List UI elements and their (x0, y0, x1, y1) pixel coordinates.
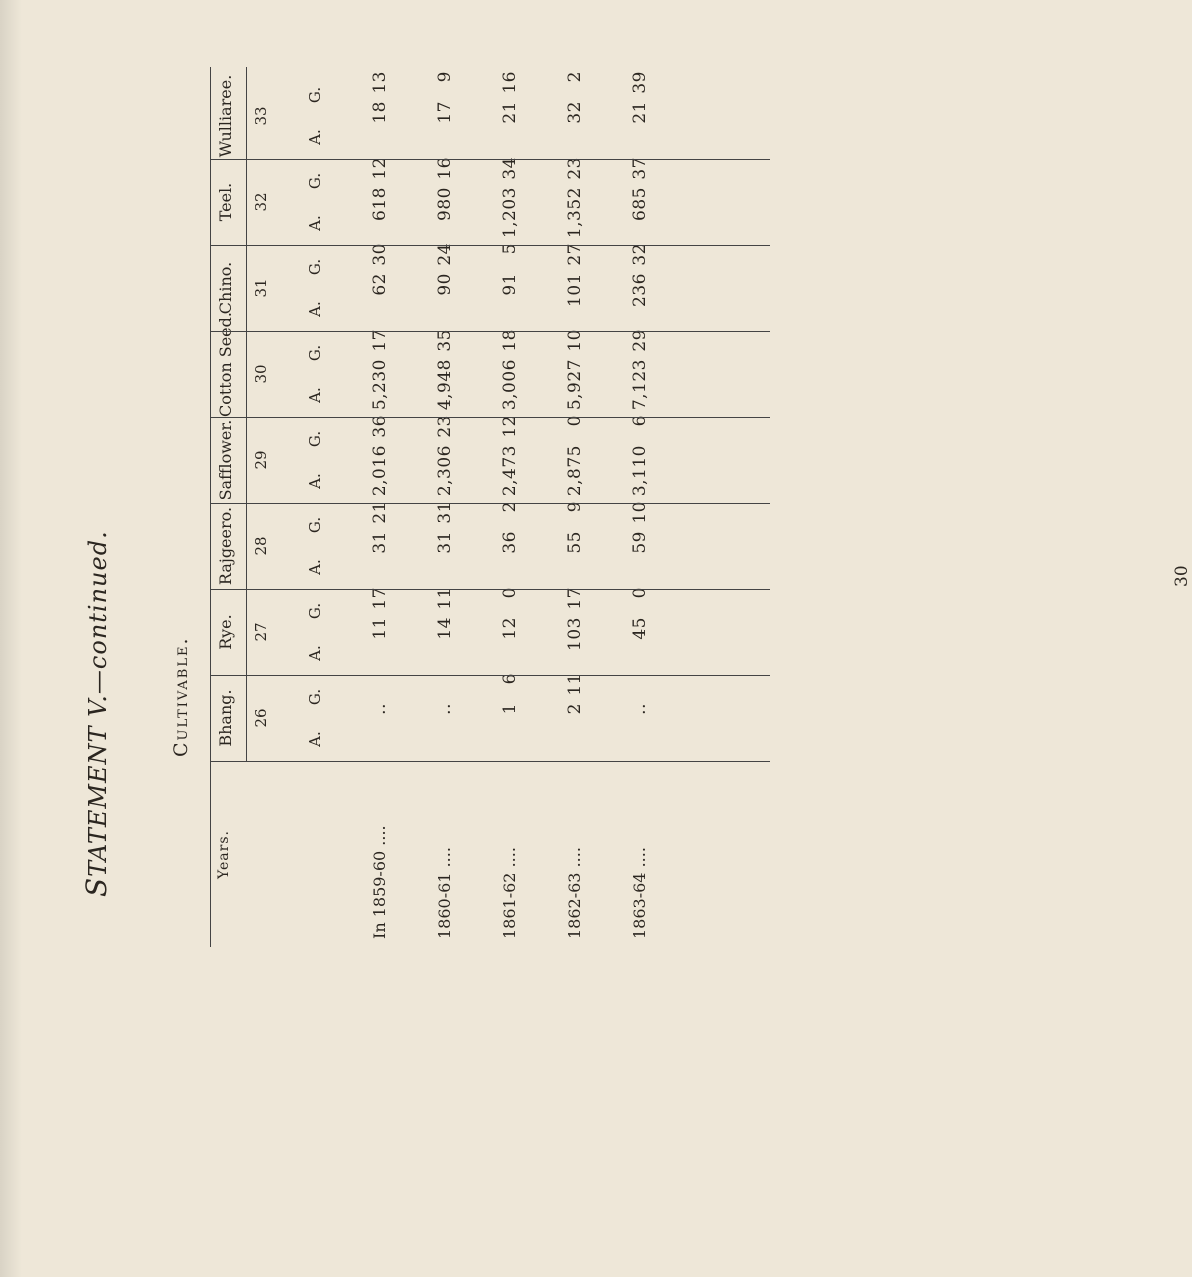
title-suffix: —continued. (84, 530, 112, 695)
unit-row (306, 503, 324, 589)
acres-value: 45 (630, 617, 650, 640)
goonthas-value: 29 (630, 329, 650, 352)
goonthas-value: 6 (500, 673, 520, 685)
goonthas-value: 9 (435, 71, 455, 83)
goonthas-value: 23 (565, 157, 585, 180)
section-heading: Cultivable. (170, 636, 192, 757)
acres-value: 236 (630, 273, 650, 307)
acres-value: 2,016 (370, 445, 390, 497)
years-header: Years. (216, 830, 232, 879)
goonthas-value: 10 (630, 501, 650, 524)
acres-value: 3,006 (500, 359, 520, 411)
title-initial: S (80, 876, 113, 897)
goonthas-value: 11 (435, 587, 455, 610)
goonthas-value: 0 (565, 415, 585, 427)
table-cell (630, 245, 650, 331)
goonthas-value: 32 (630, 243, 650, 266)
table-cell (435, 675, 455, 761)
column-name: Rye. (216, 614, 235, 650)
goonthas-value: 12 (500, 415, 520, 438)
goonthas-value: 39 (630, 71, 650, 94)
year-1863-64: 1863-64 .... (630, 847, 649, 939)
table-cell (500, 503, 520, 589)
goonthas-value: 17 (565, 587, 585, 610)
page-title (80, 530, 113, 897)
column-number: 31 (252, 278, 270, 298)
column-rajgeero (210, 503, 770, 590)
goonthas-value: 30 (370, 243, 390, 266)
goonthas-value: 0 (500, 587, 520, 599)
table-cell (435, 331, 455, 417)
column-number: 26 (252, 708, 270, 728)
acres-value: 31 (435, 531, 455, 554)
column-safflower (210, 417, 770, 504)
acres-value: 618 (370, 187, 390, 221)
table-cell (500, 675, 520, 761)
goonthas-value: 10 (565, 329, 585, 352)
goonthas-value: 6 (630, 415, 650, 427)
unit-goonthas: G. (306, 172, 324, 190)
column-name: Bhang. (216, 689, 235, 747)
acres-value: 90 (435, 273, 455, 296)
acres-value: 59 (630, 531, 650, 554)
goonthas-value: 31 (435, 501, 455, 524)
unit-goonthas: G. (306, 602, 324, 620)
column-number: 27 (252, 622, 270, 642)
goonthas-value: 17 (370, 587, 390, 610)
page-number: 30 (1172, 565, 1192, 587)
acres-value: 5,230 (370, 359, 390, 411)
goonthas-value: 2 (500, 501, 520, 513)
unit-acres: A. (306, 731, 324, 747)
goonthas-value: 5 (500, 243, 520, 255)
table-cell (565, 589, 585, 675)
table-cell (630, 589, 650, 675)
year-1862-63: 1862-63 .... (565, 847, 584, 939)
acres-value: 103 (565, 617, 585, 651)
table-cell (630, 159, 650, 245)
goonthas-value: 18 (500, 329, 520, 352)
column-number: 30 (252, 364, 270, 384)
unit-row (306, 159, 324, 245)
unit-acres: A. (306, 645, 324, 661)
column-name: Rajgeero. (216, 506, 235, 586)
acres-value: 12 (500, 617, 520, 640)
table-cell (370, 73, 390, 159)
table-cell (630, 331, 650, 417)
unit-acres: A. (306, 129, 324, 145)
acres-value: .. (435, 703, 455, 715)
table-cell (370, 675, 390, 761)
year-1861-62: 1861-62 .... (500, 847, 519, 939)
acres-value: 101 (565, 273, 585, 307)
acres-value: 5,927 (565, 359, 585, 411)
title-main: TATEMENT V. (84, 694, 112, 877)
unit-acres: A. (306, 473, 324, 489)
unit-acres: A. (306, 559, 324, 575)
acres-value: 17 (435, 101, 455, 124)
goonthas-value: 27 (565, 243, 585, 266)
acres-value: 11 (370, 617, 390, 640)
column-name: Wulliaree. (216, 74, 235, 158)
unit-acres: A. (306, 387, 324, 403)
acres-value: 2,875 (565, 445, 585, 497)
unit-row (306, 589, 324, 675)
table-cell (370, 503, 390, 589)
column-wulliaree (210, 73, 770, 160)
column-name: Cotton Seed. (216, 312, 235, 417)
table-cell (565, 245, 585, 331)
acres-value: 685 (630, 187, 650, 221)
column-number: 33 (252, 106, 270, 126)
table-cell (435, 503, 455, 589)
acres-value: 55 (565, 531, 585, 554)
table-cell (370, 245, 390, 331)
unit-goonthas: G. (306, 430, 324, 448)
goonthas-value: 11 (565, 673, 585, 696)
table-cell (630, 675, 650, 761)
table-cell (370, 589, 390, 675)
acres-value: 980 (435, 187, 455, 221)
unit-acres: A. (306, 215, 324, 231)
unit-row (306, 73, 324, 159)
goonthas-value: 16 (500, 71, 520, 94)
column-name: Chino. (216, 261, 235, 315)
unit-goonthas: G. (306, 344, 324, 362)
acres-value: 2,473 (500, 445, 520, 497)
goonthas-value: 37 (630, 157, 650, 180)
goonthas-value: 36 (370, 415, 390, 438)
goonthas-value: 12 (370, 157, 390, 180)
acres-value: 32 (565, 101, 585, 124)
goonthas-value: 13 (370, 71, 390, 94)
unit-row (306, 675, 324, 761)
table-cell (435, 417, 455, 503)
column-number: 28 (252, 536, 270, 556)
goonthas-value: 2 (565, 71, 585, 83)
table-cell (435, 159, 455, 245)
acres-value: 36 (500, 531, 520, 554)
goonthas-value: 16 (435, 157, 455, 180)
acres-value: 2,306 (435, 445, 455, 497)
table-cell (630, 417, 650, 503)
goonthas-value: 21 (370, 501, 390, 524)
statement-table (210, 67, 770, 947)
column-rye (210, 589, 770, 676)
acres-value: 1 (500, 703, 520, 715)
goonthas-value: 24 (435, 243, 455, 266)
acres-value: 7,123 (630, 359, 650, 411)
column-number: 29 (252, 450, 270, 470)
unit-row (306, 331, 324, 417)
table-cell (370, 159, 390, 245)
table-cell (500, 331, 520, 417)
table-cell (565, 159, 585, 245)
acres-value: 1,203 (500, 187, 520, 239)
acres-value: 18 (370, 101, 390, 124)
acres-value: .. (370, 703, 390, 715)
table-cell (565, 503, 585, 589)
column-bhang (210, 675, 770, 762)
table-cell (630, 73, 650, 159)
acres-value: 2 (565, 703, 585, 715)
years-column (210, 762, 770, 947)
table-cell (370, 417, 390, 503)
column-name: Teel. (216, 182, 235, 222)
goonthas-value: 0 (630, 587, 650, 599)
goonthas-value: 35 (435, 329, 455, 352)
acres-value: 14 (435, 617, 455, 640)
acres-value: 31 (370, 531, 390, 554)
column-name: Safflower. (216, 419, 235, 501)
year-1859-60: In 1859-60 .... (370, 825, 389, 939)
unit-goonthas: G. (306, 258, 324, 276)
table-cell (435, 245, 455, 331)
column-teel (210, 159, 770, 246)
acres-value: 1,352 (565, 187, 585, 239)
column-chino (210, 245, 770, 332)
table-cell (500, 589, 520, 675)
acres-value: 21 (630, 101, 650, 124)
acres-value: 91 (500, 273, 520, 296)
table-cell (500, 73, 520, 159)
unit-acres: A. (306, 301, 324, 317)
table-cell (565, 417, 585, 503)
table-cell (565, 331, 585, 417)
unit-row (306, 245, 324, 331)
column-number: 32 (252, 192, 270, 212)
acres-value: 3,110 (630, 445, 650, 497)
column-cottonseed (210, 312, 770, 418)
goonthas-value: 34 (500, 157, 520, 180)
unit-goonthas: G. (306, 86, 324, 104)
acres-value: 4,948 (435, 359, 455, 411)
table-cell (500, 245, 520, 331)
acres-value: 62 (370, 273, 390, 296)
goonthas-value: 23 (435, 415, 455, 438)
table-cell (630, 503, 650, 589)
unit-row (306, 417, 324, 503)
goonthas-value: 17 (370, 329, 390, 352)
unit-goonthas: G. (306, 688, 324, 706)
table-cell (565, 73, 585, 159)
table-cell (435, 73, 455, 159)
table-cell (500, 159, 520, 245)
table-cell (370, 331, 390, 417)
table-cell (565, 675, 585, 761)
table-cell (435, 589, 455, 675)
unit-goonthas: G. (306, 516, 324, 534)
goonthas-value: 9 (565, 501, 585, 513)
acres-value: 21 (500, 101, 520, 124)
year-1860-61: 1860-61 .... (435, 847, 454, 939)
table-cell (500, 417, 520, 503)
acres-value: .. (630, 703, 650, 715)
